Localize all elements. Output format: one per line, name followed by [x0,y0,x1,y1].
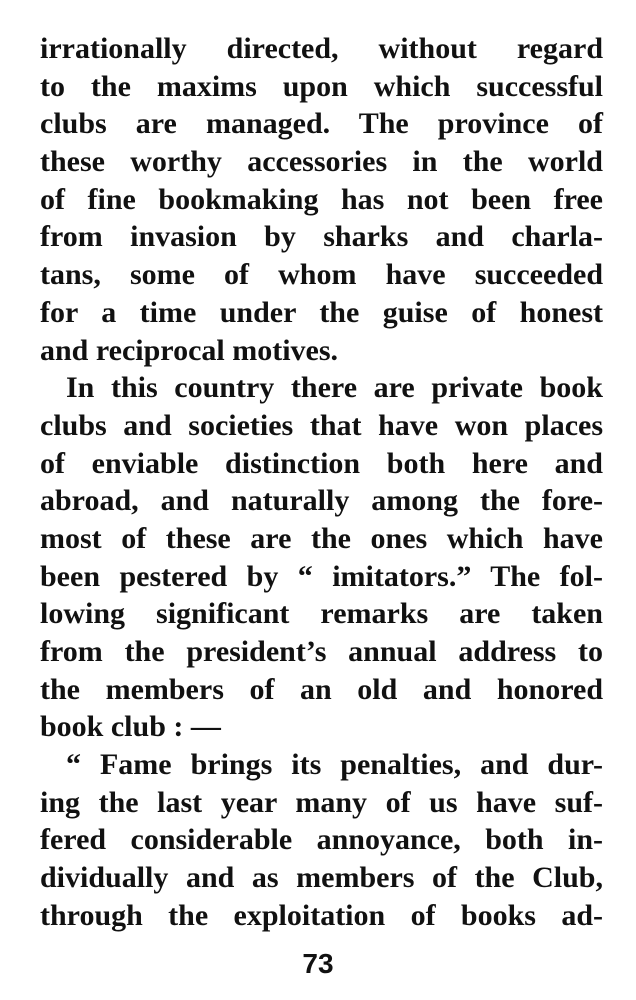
text-line: irrationally directed, without regard [40,32,603,65]
text-line: “ Fame brings its penalties, and dur- [66,748,603,782]
text-line: ing the last year many of us have suf- [40,785,603,819]
text-line: been pestered by “ imitators.” The fol- [40,559,603,593]
text-line: of enviable distinction both here and [40,446,603,480]
text-line: for a time under the guise of honest [40,295,603,329]
text-line: from invasion by sharks and charla- [40,220,603,254]
text-line: fered considerable annoyance, both in- [40,823,603,857]
text-line: In this country there are private book [66,371,603,405]
text-line: dividually and as members of the Club, [40,861,603,895]
text-line: these worthy accessories in the world [40,145,603,179]
text-line: most of these are the ones which have [40,521,603,555]
text-line: clubs are managed. The province of [40,107,603,141]
text-line: to the maxims upon which successful [40,69,603,103]
text-line: of fine bookmaking has not been free [40,182,603,216]
text-line: lowing significant remarks are taken [40,597,603,631]
text-line: from the president’s annual address to [40,635,603,668]
page-text [40,30,603,935]
text-line: tans, some of whom have succeeded [40,258,603,292]
text-line: and reciprocal motives. [40,333,339,367]
text-line: abroad, and naturally among the fore- [40,484,603,518]
text-line: the members of an old and honored [40,672,603,706]
text-line: clubs and societies that have won places [40,408,603,442]
page-number: 73 [302,948,334,979]
text-line: book club : — [40,710,221,744]
text-line: through the exploitation of books ad- [40,898,603,932]
